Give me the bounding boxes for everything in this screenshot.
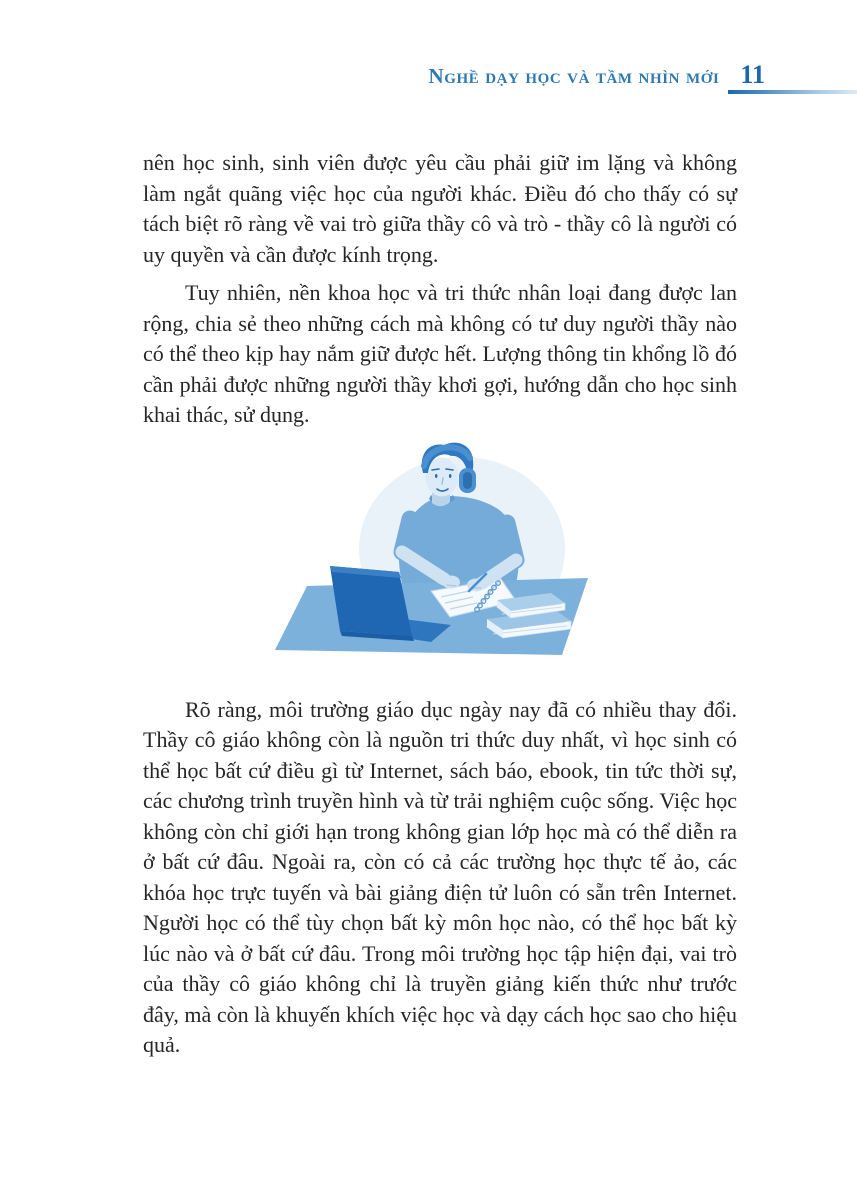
page-body [143,148,737,1069]
left-hand [442,575,460,588]
paragraph-1: nên học sinh, sinh viên được yêu cầu phải giữ im lặng và không làm ngắt quãng việc học của người khác. Điều đó cho thấy có sự tách biệt rõ ràng về vai trò giữa thầy cô và trò - thầy cô là người có uy quyền và cần được kính trọng. [143,150,737,267]
paragraph-2: Tuy nhiên, nền khoa học và tri thức nhân loại đang được lan rộng, chia sẻ theo những cách mà không có tư duy người thầy nào có thể theo kịp hay nắm giữ được hết. Lượng thông tin khổng lồ đó cần phải được những người thầy khơi gợi, hướng dẫn cho học sinh khai thác, sử dụng. [143,280,737,427]
paragraph-3: Rõ ràng, môi trường giáo dục ngày nay đã có nhiều thay đổi. Thầy cô giáo không còn là nguồn tri thức duy nhất, vì học sinh có thể học bất cứ điều gì từ Internet, sách báo, ebook, tin tức thời sự, các chương trình truyền hình và từ trải nghiệm cuộc sống. Việc học không còn chỉ giới hạn trong không gian lớp học mà có thể diễn ra ở bất cứ đâu. Ngoài ra, còn có cả các trường học thực tế ảo, các khóa học trực tuyến và bài giảng điện tử luôn có sẵn trên Internet. Người học có thể tùy chọn bất kỳ môn học nào, có thể học bất kỳ lúc nào và ở bất cứ đâu. Trong môi trường học tập hiện đại, vai trò của thầy cô giáo không chỉ là truyền giảng kiến thức như trước đây, mà còn là khuyến khích việc học và dạy cách học sao cho hiệu quả. [143,696,737,1057]
header-row [0,60,857,90]
header-rule-line [728,90,857,94]
page-number: 11 [740,60,765,89]
running-title: Nghề dạy học và tầm nhìn mới [428,64,720,88]
student-laptop-illustration-svg [253,439,609,671]
study-illustration [143,439,737,671]
page-header [0,60,857,100]
